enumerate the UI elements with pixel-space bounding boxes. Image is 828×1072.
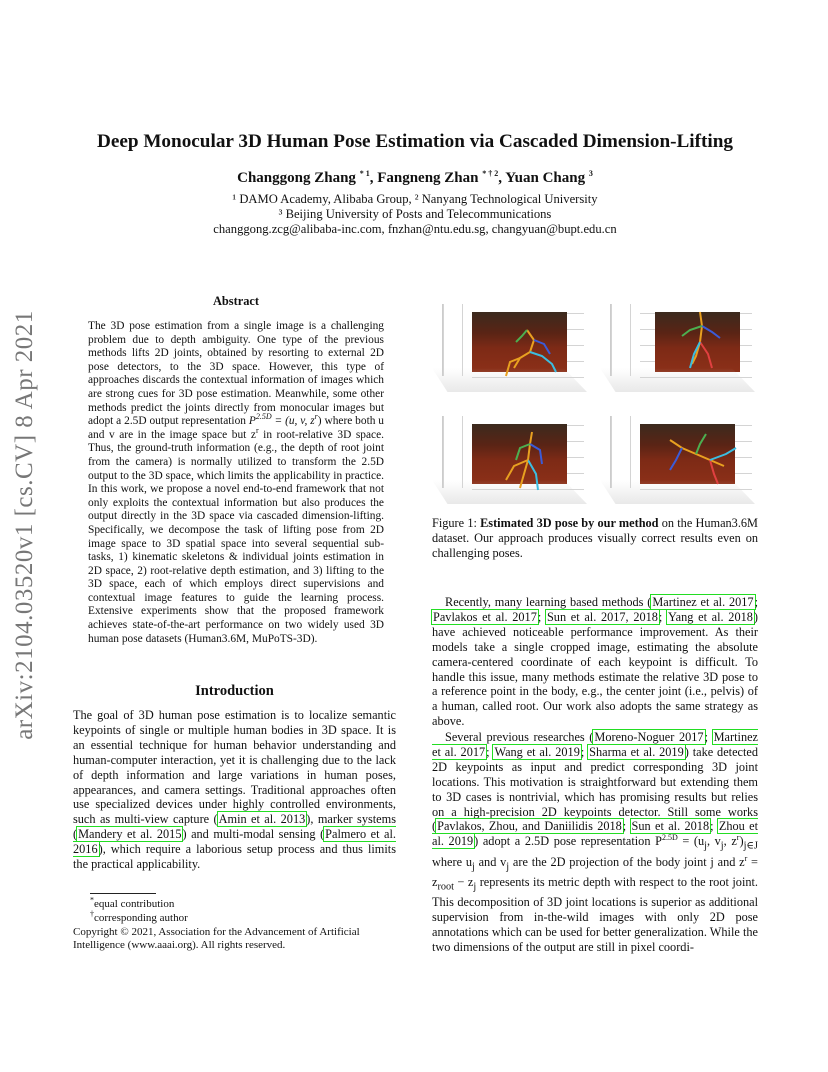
introduction-heading: Introduction [195, 683, 274, 699]
skeleton-overlay [432, 292, 587, 392]
math-sub: j [720, 840, 724, 852]
text-run: ; [704, 730, 713, 744]
arxiv-identifier-text: arXiv:2104.03520v1 [cs.CV] 8 Apr 2021 [11, 310, 39, 740]
abstract-text-1: The 3D pose estimation from a single image is a challenging problem due to depth ambiguity. One type of the previous methods lifts 2D joints, obtained by resorting to external 2D pose detectors, to the 3D space. However, this type of approaches discards the contextual information of images which are strong cues for 3D pose estimation. Meanwhile, some other methods predict the joints directly from monocular images but adopt a 2.5D output representation [88, 320, 384, 428]
text-run: Several previous researches ( [445, 730, 594, 744]
citation-link[interactable]: Palmero et al. 2016 [73, 827, 397, 857]
text-run: are the 2D projection of the body joint j and z [509, 854, 745, 869]
text-run: and v [474, 854, 507, 869]
abstract-body [88, 320, 384, 646]
footnote-1-text: equal contribution [94, 898, 175, 910]
author-2-marks: * † 2 [482, 169, 499, 178]
citation-link[interactable]: Sharma et al. 2019 [589, 744, 684, 759]
citation-link[interactable]: Yang et al. 2018 [668, 609, 753, 624]
abstract-eq-p: P [248, 415, 256, 428]
text-run: where u [432, 854, 472, 869]
citation-link[interactable]: Sun et al. 2017, 2018 [546, 609, 658, 624]
figure-panel-2 [600, 292, 755, 392]
figure-panel-4 [600, 404, 755, 504]
math-sub: j [704, 840, 707, 852]
text-run: ; [486, 744, 494, 759]
footnote-1 [90, 895, 175, 910]
math-sub: j [471, 861, 475, 873]
text-run: , v [706, 834, 721, 849]
citation-link[interactable]: Pavlakos, Zhou, and Daniilidis 2018 [437, 819, 622, 834]
footnote-2-mark: † [90, 909, 94, 919]
text-run: ) adopt a 2.5D pose representation P [474, 834, 662, 849]
math-sup: r [736, 833, 740, 843]
citation-link[interactable]: Moreno-Noguer 2017 [594, 730, 704, 744]
affiliation-line-1: ¹ DAMO Academy, Alibaba Group, ² Nanyang Technological University [232, 192, 598, 206]
figure-caption-text: on the Human3.6M dataset. Our approach produces visually correct results even on challenging poses. [432, 516, 758, 560]
math-sub: root [437, 881, 454, 893]
text-run: ) [739, 834, 744, 849]
citation-link[interactable]: Mandery et al. 2015 [78, 827, 182, 842]
text-run: ; [710, 819, 718, 834]
intro-text-3: ) and multi-modal sensing ( [182, 827, 325, 842]
text-run: ; [658, 609, 668, 624]
citation-link[interactable]: Wang et al. 2019 [494, 744, 580, 759]
citation-link[interactable]: Martinez et al. 2017 [652, 595, 754, 609]
text-run: ) take detected 2D keypoints as input and predict corresponding 3D joint locations. This motivation is straightforward but extending them to 3D cases is nontrivial, which has promising results but relies on a high-precision 2D keypoints detector. Still some works ( [432, 744, 759, 834]
abstract-text-2: ) where both u and v are in the image space but z [88, 415, 385, 441]
abstract-eq-sup2: r [314, 412, 318, 422]
text-run: ; [754, 595, 758, 609]
figure-caption-bold: Estimated 3D pose by our method [480, 516, 659, 530]
math-sup: 2.5D [661, 833, 678, 843]
abstract-heading: Abstract [212, 294, 260, 308]
author-emails: changgong.zcg@alibaba-inc.com, fnzhan@ntu.edu.sg, changyuan@bupt.edu.cn [213, 222, 617, 236]
citation-link[interactable]: Zhou et al. 2019 [432, 819, 759, 849]
abstract-eq-sup: 2.5D [255, 412, 272, 422]
abstract-text-2-sup: r [255, 425, 259, 435]
abstract-text-3: in root-relative 3D space. Thus, the ground-truth information (e.g., the depth of root joint from the camera) is normally utilized to transform the 2.5D output to the 3D space, which limits the applicability in practice. In this work, we propose a novel end-to-end framework that not only exploits the contextual information but also produces the output directly in the 3D space via cascaded dimension-lifting. Specifically, we decompose the task of lifting pose from 2D image space to 3D spatial space into several sequential sub-tasks, 1) kinematic skeletons & individual joints estimation in 2D space, 2) root-relative depth estimation, and 3) lifting to the 3D space, each of which employs direct supervisions and contextual image features to guide the learning process. Extensive experiments show that the proposed framework achieves state-of-the-art performance on two widely used 3D human pose datasets (Human3.6M, MuPoTS-3D). [88, 428, 385, 645]
citation-link[interactable]: Pavlakos et al. 2017 [433, 609, 537, 624]
arxiv-identifier [5, 290, 45, 760]
figure-panel-3 [432, 404, 587, 504]
author-3: Yuan Chang [505, 170, 586, 186]
footnote-2 [90, 909, 188, 924]
figure-1-caption [432, 516, 758, 561]
math-sub: j [473, 881, 477, 893]
introduction-body [73, 708, 396, 872]
skeleton-overlay [600, 292, 755, 392]
author-3-marks: 3 [588, 169, 593, 178]
text-run: ; [537, 609, 546, 624]
citation-link[interactable]: Martinez et al. 2017 [432, 730, 759, 759]
math-sub: j [506, 861, 510, 873]
author-list: Changgong Zhang $^{* 1}$, Fangneng Zhan $^{* \dagger 2}$, Yuan Chang $^3$ [237, 169, 593, 186]
author-2: Fangneng Zhan [377, 170, 479, 186]
footnote-2-text: corresponding author [94, 912, 188, 924]
footnote-1-mark: * [90, 895, 94, 905]
figure-label: Figure 1: [432, 516, 481, 530]
copyright-notice: Copyright © 2021, Association for the Advancement of Artificial Intelligence (www.aaai.org). All rights reserved. [73, 926, 360, 952]
figure-panel-1 [432, 292, 587, 392]
text-run: ; [580, 744, 589, 759]
text-run: = (u [677, 834, 705, 849]
paper-title: Deep Monocular 3D Human Pose Estimation via Cascaded Dimension-Lifting [96, 131, 734, 152]
text-run: ; [622, 819, 631, 834]
math-sub: j∈J [743, 840, 759, 852]
text-run: = z [432, 854, 758, 890]
skeleton-overlay [600, 404, 755, 504]
abstract-eq-rest: = (u, v, z [271, 415, 315, 428]
text-run: − z [453, 875, 474, 890]
intro-text-4: ), which require a laborious setup process and thus limits the practical applicability. [73, 842, 396, 872]
citation-link[interactable]: Sun et al. 2018 [631, 819, 710, 834]
footnote-rule [90, 893, 156, 894]
author-1-marks: * 1 [359, 169, 370, 178]
affiliation-line-2: ³ Beijing University of Posts and Telecommunications [278, 207, 552, 221]
right-column-paragraph-1 [432, 595, 758, 729]
author-1: Changgong Zhang [237, 170, 356, 186]
figure-1-image [432, 292, 758, 504]
text-run: represents its metric depth with respect to the root joint. This decomposition of 3D joint locations is superior as additional supervision from in-the-wild images with only 2D pose annotations which can be used for better generalization. While the two dimensions of the output are still in pixel coordi- [432, 875, 758, 955]
text-run: ) have achieved noticeable performance improvement. As their models take a single cropped image, estimating the absolute camera-centered coordinate of each keypoint is difficult. To handle this issue, many methods estimate the relative 3D pose to a reference point in the body, e.g., the center joint (i.e., pelvis) of a human, called root. Our work also adopts the same strategy as above. [432, 609, 759, 729]
text-run: , z [723, 834, 737, 849]
citation-link[interactable]: Amin et al. 2013 [218, 812, 306, 827]
right-column-paragraph-2 [432, 730, 758, 955]
intro-text-2: ), marker systems ( [73, 812, 396, 842]
skeleton-overlay [432, 404, 587, 504]
intro-text-1: The goal of 3D human pose estimation is to localize semantic keypoints of single or multiple human bodies in 3D space. It is an essential technique for human behavior understanding and human-computer interaction, yet it is challenging due to the lack of depth information and large variations in human poses, appearances, and camera settings. Traditional approaches often use specialized devices under highly controlled environments, such as multi-view capture ( [73, 708, 396, 827]
text-run: Recently, many learning based methods ( [445, 595, 652, 609]
math-sup: r [744, 853, 748, 863]
